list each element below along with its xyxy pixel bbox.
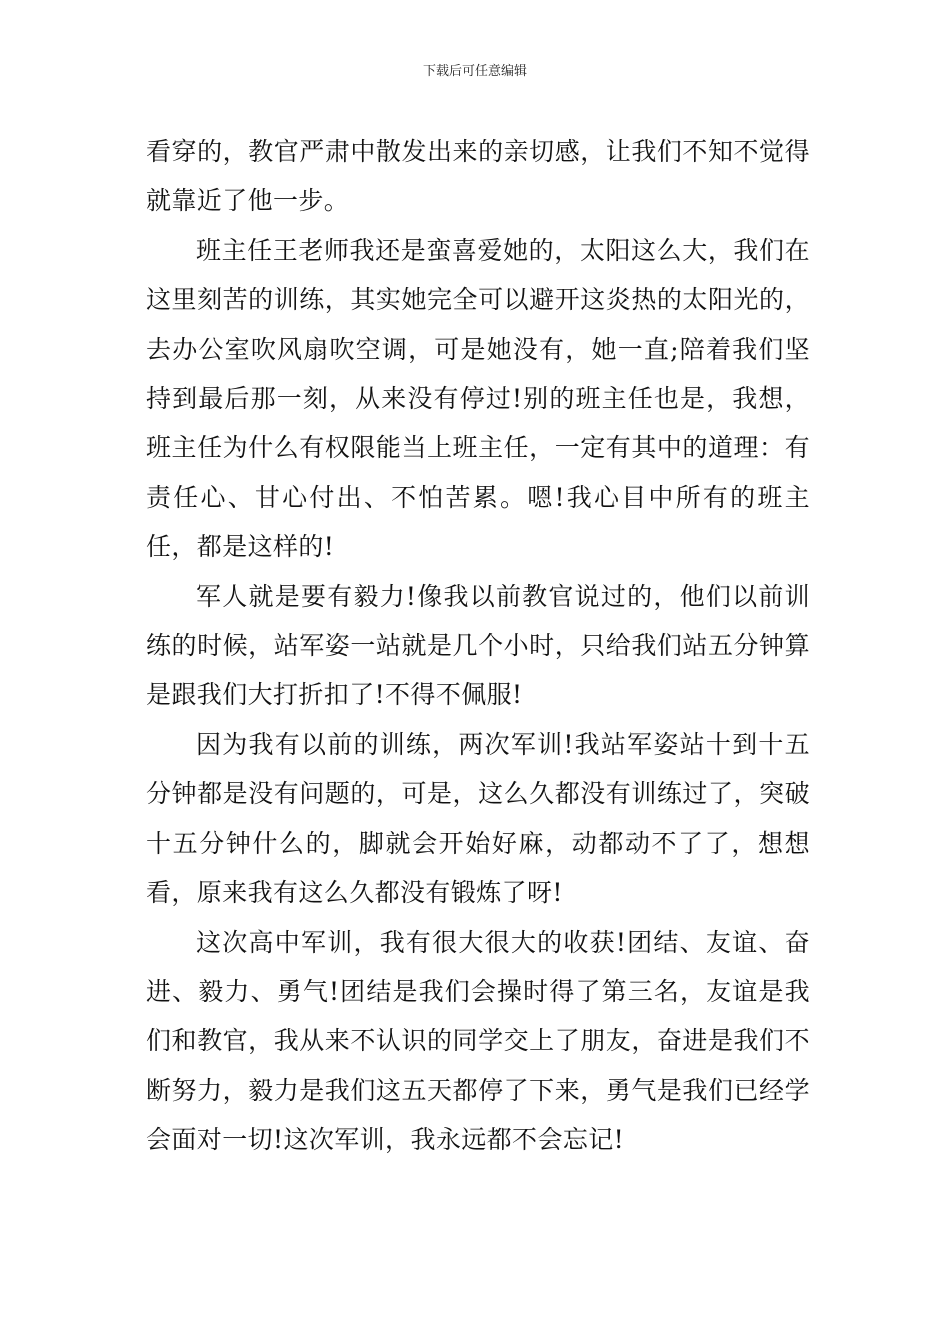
document-body [146, 127, 810, 1165]
paragraph-5: 这次高中军训，我有很大很大的收获!团结、友谊、奋进、毅力、勇气!团结是我们会操时得了第三名，友谊是我们和教官，我从来不认识的同学交上了朋友，奋进是我们不断努力，毅力是我们这五天都停了下来，勇气是我们已经学会面对一切!这次军训，我永远都不会忘记! [146, 927, 810, 1155]
paragraph-2: 班主任王老师我还是蛮喜爱她的，太阳这么大，我们在这里刻苦的训练，其实她完全可以避开这炎热的太阳光的，去办公室吹风扇吹空调，可是她没有，她一直;陪着我们坚持到最后那一刻，从来没有停过!别的班主任也是，我想，班主任为什么有权限能当上班主任，一定有其中的道理：有责任心、甘心付出、不怕苦累。嗯!我心目中所有的班主任，都是这样的! [146, 235, 810, 562]
page-header: 下载后可任意编辑 [422, 64, 527, 79]
paragraph-1: 看穿的，教官严肃中散发出来的亲切感，让我们不知不觉得就靠近了他一步。 [146, 137, 810, 216]
paragraph-3: 军人就是要有毅力!像我以前教官说过的，他们以前训练的时候，站军姿一站就是几个小时，只给我们站五分钟算是跟我们大打折扣了!不得不佩服! [146, 581, 810, 710]
paragraph-4: 因为我有以前的训练，两次军训!我站军姿站十到十五分钟都是没有问题的，可是，这么久都没有训练过了，突破十五分钟什么的，脚就会开始好麻，动都动不了了，想想看，原来我有这么久都没有锻炼了呀! [146, 729, 810, 908]
